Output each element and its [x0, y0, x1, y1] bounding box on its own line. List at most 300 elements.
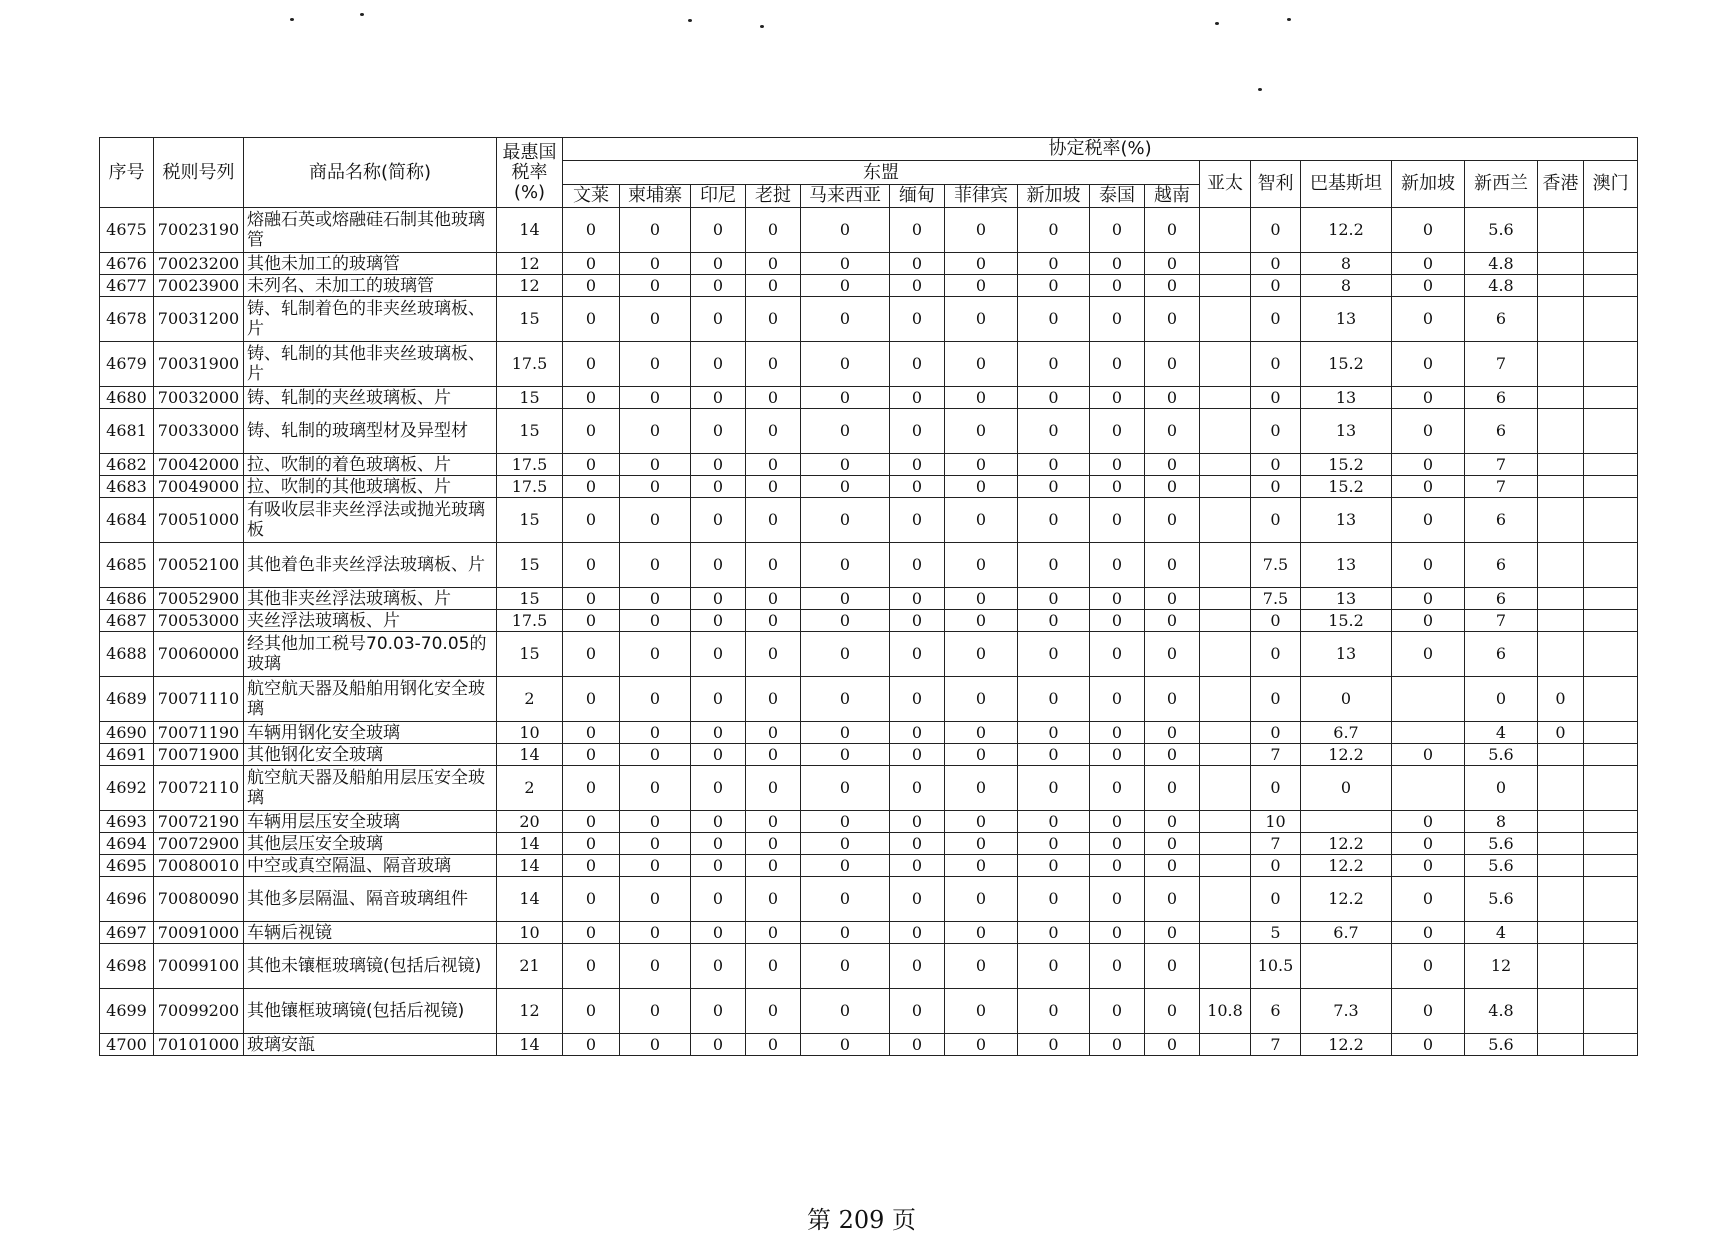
cell-asean-rate: 0 [1090, 922, 1145, 944]
cell-pakistan: 15.2 [1301, 454, 1392, 476]
table-row [100, 632, 1638, 677]
cell-asean-rate: 0 [1145, 297, 1200, 342]
header-new-zealand: 新西兰 [1465, 161, 1538, 208]
cell-asean-rate: 0 [801, 877, 890, 922]
cell-asean-rate: 0 [620, 409, 691, 454]
cell-hong-kong [1538, 387, 1584, 409]
cell-pakistan [1301, 811, 1392, 833]
cell-asean-rate: 0 [945, 632, 1018, 677]
cell-new-zealand: 12 [1465, 944, 1538, 989]
cell-asean-rate: 0 [620, 922, 691, 944]
cell-pakistan: 13 [1301, 632, 1392, 677]
cell-mfn: 17.5 [497, 476, 563, 498]
cell-singapore: 0 [1392, 387, 1465, 409]
cell-asean-rate: 0 [801, 811, 890, 833]
cell-singapore: 0 [1392, 498, 1465, 543]
cell-chile: 0 [1251, 498, 1301, 543]
cell-asean-rate: 0 [1018, 1034, 1090, 1056]
cell-asean-rate: 0 [801, 922, 890, 944]
cell-code: 70051000 [154, 498, 244, 543]
cell-mfn: 14 [497, 877, 563, 922]
table-row [100, 722, 1638, 744]
cell-asean-rate: 0 [563, 454, 620, 476]
scan-speck [1258, 88, 1262, 91]
cell-asean-rate: 0 [1090, 543, 1145, 588]
table-row [100, 944, 1638, 989]
cell-seq: 4677 [100, 275, 154, 297]
cell-asean-rate: 0 [890, 855, 945, 877]
cell-asean-rate: 0 [801, 409, 890, 454]
cell-asean-rate: 0 [691, 543, 746, 588]
cell-chile: 10 [1251, 811, 1301, 833]
cell-asean-rate: 0 [620, 498, 691, 543]
cell-new-zealand: 5.6 [1465, 208, 1538, 253]
cell-asean-rate: 0 [801, 1034, 890, 1056]
cell-asean-rate: 0 [945, 766, 1018, 811]
cell-asean-rate: 0 [691, 588, 746, 610]
cell-apta [1200, 498, 1251, 543]
cell-name: 其他层压安全玻璃 [244, 833, 497, 855]
table-row [100, 877, 1638, 922]
cell-macao [1584, 610, 1638, 632]
cell-asean-rate: 0 [746, 498, 801, 543]
cell-asean-rate: 0 [620, 855, 691, 877]
cell-pakistan: 12.2 [1301, 208, 1392, 253]
cell-asean-rate: 0 [1090, 811, 1145, 833]
cell-chile: 0 [1251, 253, 1301, 275]
table-row [100, 610, 1638, 632]
cell-asean-rate: 0 [563, 677, 620, 722]
cell-asean-rate: 0 [563, 744, 620, 766]
cell-asean-rate: 0 [620, 833, 691, 855]
cell-asean-rate: 0 [746, 297, 801, 342]
cell-asean-rate: 0 [1145, 208, 1200, 253]
cell-asean-rate: 0 [890, 275, 945, 297]
cell-macao [1584, 877, 1638, 922]
cell-asean-rate: 0 [563, 409, 620, 454]
cell-asean-rate: 0 [691, 454, 746, 476]
header-singapore: 新加坡 [1392, 161, 1465, 208]
cell-asean-rate: 0 [945, 476, 1018, 498]
table-row [100, 208, 1638, 253]
cell-asean-rate: 0 [746, 922, 801, 944]
table-row [100, 342, 1638, 387]
cell-singapore: 0 [1392, 877, 1465, 922]
cell-name: 拉、吹制的其他玻璃板、片 [244, 476, 497, 498]
cell-macao [1584, 922, 1638, 944]
table-row [100, 1034, 1638, 1056]
cell-hong-kong [1538, 409, 1584, 454]
cell-singapore: 0 [1392, 409, 1465, 454]
cell-hong-kong [1538, 855, 1584, 877]
table-row [100, 855, 1638, 877]
cell-code: 70023190 [154, 208, 244, 253]
cell-asean-rate: 0 [1090, 498, 1145, 543]
cell-asean-rate: 0 [1090, 944, 1145, 989]
cell-asean-rate: 0 [563, 855, 620, 877]
cell-asean-rate: 0 [1145, 944, 1200, 989]
cell-asean-rate: 0 [945, 944, 1018, 989]
cell-asean-rate: 0 [945, 275, 1018, 297]
cell-asean-rate: 0 [1145, 811, 1200, 833]
cell-hong-kong [1538, 275, 1584, 297]
header-name: 商品名称(简称) [244, 138, 497, 208]
cell-new-zealand: 4 [1465, 722, 1538, 744]
cell-macao [1584, 208, 1638, 253]
cell-apta [1200, 677, 1251, 722]
cell-asean-rate: 0 [620, 342, 691, 387]
cell-asean-rate: 0 [1018, 677, 1090, 722]
cell-seq: 4694 [100, 833, 154, 855]
header-pakistan: 巴基斯坦 [1301, 161, 1392, 208]
cell-asean-rate: 0 [563, 1034, 620, 1056]
cell-mfn: 14 [497, 744, 563, 766]
cell-asean-rate: 0 [691, 922, 746, 944]
cell-asean-rate: 0 [801, 253, 890, 275]
cell-asean-rate: 0 [1090, 722, 1145, 744]
cell-asean-rate: 0 [945, 722, 1018, 744]
scan-speck [760, 25, 764, 28]
cell-mfn: 10 [497, 722, 563, 744]
cell-hong-kong [1538, 922, 1584, 944]
cell-singapore: 0 [1392, 588, 1465, 610]
cell-asean-rate: 0 [746, 989, 801, 1034]
cell-asean-rate: 0 [691, 632, 746, 677]
cell-mfn: 15 [497, 498, 563, 543]
table-row [100, 588, 1638, 610]
table-row [100, 476, 1638, 498]
cell-mfn: 10 [497, 922, 563, 944]
cell-chile: 0 [1251, 610, 1301, 632]
cell-asean-rate: 0 [1018, 387, 1090, 409]
cell-asean-rate: 0 [1018, 342, 1090, 387]
cell-apta [1200, 454, 1251, 476]
cell-singapore: 0 [1392, 342, 1465, 387]
cell-hong-kong [1538, 342, 1584, 387]
cell-asean-rate: 0 [1145, 989, 1200, 1034]
cell-name: 拉、吹制的着色玻璃板、片 [244, 454, 497, 476]
cell-asean-rate: 0 [1090, 454, 1145, 476]
cell-code: 70071900 [154, 744, 244, 766]
cell-pakistan: 0 [1301, 677, 1392, 722]
cell-singapore: 0 [1392, 922, 1465, 944]
cell-chile: 0 [1251, 632, 1301, 677]
cell-macao [1584, 677, 1638, 722]
cell-asean-rate: 0 [620, 208, 691, 253]
cell-mfn: 12 [497, 989, 563, 1034]
cell-asean-rate: 0 [1145, 744, 1200, 766]
cell-new-zealand: 5.6 [1465, 833, 1538, 855]
cell-new-zealand: 5.6 [1465, 744, 1538, 766]
cell-asean-rate: 0 [1018, 944, 1090, 989]
header-hong-kong: 香港 [1538, 161, 1584, 208]
cell-seq: 4683 [100, 476, 154, 498]
cell-asean-rate: 0 [945, 811, 1018, 833]
cell-asean-rate: 0 [945, 297, 1018, 342]
cell-apta [1200, 297, 1251, 342]
cell-mfn: 12 [497, 275, 563, 297]
cell-mfn: 2 [497, 677, 563, 722]
cell-asean-rate: 0 [620, 989, 691, 1034]
cell-code: 70091000 [154, 922, 244, 944]
cell-macao [1584, 766, 1638, 811]
cell-asean-rate: 0 [691, 253, 746, 275]
table-row [100, 543, 1638, 588]
cell-asean-rate: 0 [890, 208, 945, 253]
cell-mfn: 15 [497, 632, 563, 677]
cell-macao [1584, 588, 1638, 610]
cell-asean-rate: 0 [746, 253, 801, 275]
cell-pakistan: 8 [1301, 275, 1392, 297]
cell-asean-rate: 0 [1018, 297, 1090, 342]
cell-new-zealand: 0 [1465, 677, 1538, 722]
cell-asean-rate: 0 [1145, 632, 1200, 677]
cell-seq: 4679 [100, 342, 154, 387]
cell-apta [1200, 944, 1251, 989]
cell-asean-rate: 0 [1090, 989, 1145, 1034]
table-row [100, 297, 1638, 342]
cell-pakistan: 8 [1301, 253, 1392, 275]
cell-asean-rate: 0 [801, 275, 890, 297]
table-row [100, 833, 1638, 855]
cell-asean-rate: 0 [890, 476, 945, 498]
cell-new-zealand: 7 [1465, 610, 1538, 632]
cell-asean-rate: 0 [1145, 409, 1200, 454]
cell-asean-rate: 0 [691, 811, 746, 833]
cell-seq: 4688 [100, 632, 154, 677]
cell-asean-rate: 0 [945, 253, 1018, 275]
cell-seq: 4676 [100, 253, 154, 275]
cell-code: 70080010 [154, 855, 244, 877]
cell-asean-rate: 0 [1090, 342, 1145, 387]
cell-macao [1584, 543, 1638, 588]
cell-asean-rate: 0 [563, 543, 620, 588]
cell-seq: 4682 [100, 454, 154, 476]
cell-asean-rate: 0 [746, 677, 801, 722]
scan-speck [1215, 22, 1219, 25]
cell-asean-rate: 0 [1090, 632, 1145, 677]
cell-asean-rate: 0 [945, 208, 1018, 253]
cell-chile: 0 [1251, 409, 1301, 454]
cell-chile: 0 [1251, 476, 1301, 498]
cell-apta [1200, 610, 1251, 632]
cell-asean-rate: 0 [746, 476, 801, 498]
cell-asean-rate: 0 [945, 855, 1018, 877]
cell-hong-kong [1538, 632, 1584, 677]
cell-asean-rate: 0 [890, 1034, 945, 1056]
cell-seq: 4681 [100, 409, 154, 454]
cell-chile: 0 [1251, 275, 1301, 297]
cell-asean-rate: 0 [746, 877, 801, 922]
cell-asean-rate: 0 [801, 610, 890, 632]
cell-chile: 10.5 [1251, 944, 1301, 989]
cell-asean-rate: 0 [1145, 498, 1200, 543]
cell-macao [1584, 342, 1638, 387]
cell-asean-rate: 0 [746, 944, 801, 989]
cell-code: 70099100 [154, 944, 244, 989]
cell-asean-rate: 0 [1090, 677, 1145, 722]
cell-macao [1584, 275, 1638, 297]
cell-macao [1584, 944, 1638, 989]
cell-new-zealand: 5.6 [1465, 1034, 1538, 1056]
cell-asean-rate: 0 [746, 766, 801, 811]
cell-name: 其他未加工的玻璃管 [244, 253, 497, 275]
cell-apta [1200, 588, 1251, 610]
cell-asean-rate: 0 [691, 766, 746, 811]
cell-asean-rate: 0 [890, 944, 945, 989]
cell-chile: 0 [1251, 297, 1301, 342]
table-header [100, 138, 1638, 208]
cell-asean-rate: 0 [1018, 253, 1090, 275]
cell-seq: 4692 [100, 766, 154, 811]
cell-mfn: 21 [497, 944, 563, 989]
cell-asean-rate: 0 [1018, 610, 1090, 632]
cell-name: 铸、轧制的其他非夹丝玻璃板、片 [244, 342, 497, 387]
cell-asean-rate: 0 [746, 811, 801, 833]
cell-asean-rate: 0 [890, 342, 945, 387]
cell-mfn: 15 [497, 588, 563, 610]
cell-pakistan: 0 [1301, 766, 1392, 811]
cell-pakistan: 13 [1301, 409, 1392, 454]
scan-speck [360, 13, 364, 16]
cell-asean-rate: 0 [1145, 476, 1200, 498]
table-row [100, 387, 1638, 409]
header-mfn: 最惠国税率(%) [497, 138, 563, 208]
cell-seq: 4690 [100, 722, 154, 744]
cell-mfn: 17.5 [497, 454, 563, 476]
scan-speck [290, 18, 294, 21]
cell-hong-kong [1538, 476, 1584, 498]
cell-asean-rate: 0 [945, 588, 1018, 610]
cell-code: 70023200 [154, 253, 244, 275]
cell-seq: 4693 [100, 811, 154, 833]
cell-new-zealand: 6 [1465, 543, 1538, 588]
cell-singapore [1392, 766, 1465, 811]
cell-pakistan: 12.2 [1301, 855, 1392, 877]
cell-asean-rate: 0 [1090, 744, 1145, 766]
cell-asean-rate: 0 [801, 632, 890, 677]
header-thailand: 泰国 [1090, 185, 1145, 208]
cell-asean-rate: 0 [890, 297, 945, 342]
cell-asean-rate: 0 [890, 543, 945, 588]
cell-seq: 4686 [100, 588, 154, 610]
cell-asean-rate: 0 [890, 588, 945, 610]
cell-new-zealand: 4.8 [1465, 275, 1538, 297]
cell-singapore: 0 [1392, 543, 1465, 588]
cell-singapore: 0 [1392, 989, 1465, 1034]
cell-macao [1584, 498, 1638, 543]
cell-asean-rate: 0 [563, 387, 620, 409]
cell-asean-rate: 0 [1018, 766, 1090, 811]
cell-chile: 0 [1251, 454, 1301, 476]
cell-asean-rate: 0 [801, 766, 890, 811]
cell-asean-rate: 0 [563, 989, 620, 1034]
cell-asean-rate: 0 [945, 989, 1018, 1034]
table-row [100, 744, 1638, 766]
cell-asean-rate: 0 [801, 342, 890, 387]
cell-new-zealand: 7 [1465, 454, 1538, 476]
cell-code: 70072110 [154, 766, 244, 811]
cell-asean-rate: 0 [801, 387, 890, 409]
cell-asean-rate: 0 [620, 610, 691, 632]
cell-asean-rate: 0 [890, 253, 945, 275]
cell-mfn: 15 [497, 409, 563, 454]
cell-hong-kong [1538, 543, 1584, 588]
cell-asean-rate: 0 [691, 744, 746, 766]
cell-asean-rate: 0 [563, 275, 620, 297]
cell-singapore: 0 [1392, 944, 1465, 989]
cell-asean-rate: 0 [945, 833, 1018, 855]
header-brunei: 文莱 [563, 185, 620, 208]
cell-asean-rate: 0 [691, 387, 746, 409]
cell-asean-rate: 0 [620, 297, 691, 342]
cell-asean-rate: 0 [890, 632, 945, 677]
cell-hong-kong [1538, 833, 1584, 855]
cell-mfn: 17.5 [497, 610, 563, 632]
cell-code: 70071190 [154, 722, 244, 744]
cell-name: 其他未镶框玻璃镜(包括后视镜) [244, 944, 497, 989]
cell-new-zealand: 0 [1465, 766, 1538, 811]
cell-asean-rate: 0 [746, 1034, 801, 1056]
cell-name: 其他钢化安全玻璃 [244, 744, 497, 766]
cell-pakistan: 15.2 [1301, 610, 1392, 632]
cell-asean-rate: 0 [890, 498, 945, 543]
cell-macao [1584, 632, 1638, 677]
cell-new-zealand: 5.6 [1465, 877, 1538, 922]
cell-singapore [1392, 722, 1465, 744]
cell-code: 70049000 [154, 476, 244, 498]
cell-name: 其他镶框玻璃镜(包括后视镜) [244, 989, 497, 1034]
cell-asean-rate: 0 [1090, 766, 1145, 811]
cell-asean-rate: 0 [801, 944, 890, 989]
cell-asean-rate: 0 [1145, 855, 1200, 877]
cell-asean-rate: 0 [746, 454, 801, 476]
cell-macao [1584, 297, 1638, 342]
cell-asean-rate: 0 [1145, 387, 1200, 409]
cell-hong-kong [1538, 208, 1584, 253]
cell-name: 未列名、未加工的玻璃管 [244, 275, 497, 297]
cell-apta [1200, 1034, 1251, 1056]
cell-asean-rate: 0 [1018, 275, 1090, 297]
cell-asean-rate: 0 [620, 944, 691, 989]
cell-chile: 7 [1251, 1034, 1301, 1056]
cell-asean-rate: 0 [746, 722, 801, 744]
cell-seq: 4687 [100, 610, 154, 632]
cell-singapore: 0 [1392, 632, 1465, 677]
cell-asean-rate: 0 [945, 387, 1018, 409]
cell-apta: 10.8 [1200, 989, 1251, 1034]
cell-hong-kong [1538, 944, 1584, 989]
cell-name: 航空航天器及船舶用层压安全玻璃 [244, 766, 497, 811]
cell-seq: 4678 [100, 297, 154, 342]
cell-asean-rate: 0 [1018, 632, 1090, 677]
cell-asean-rate: 0 [1145, 454, 1200, 476]
cell-asean-rate: 0 [1090, 208, 1145, 253]
cell-name: 玻璃安瓿 [244, 1034, 497, 1056]
cell-macao [1584, 409, 1638, 454]
cell-apta [1200, 409, 1251, 454]
cell-name: 其他多层隔温、隔音玻璃组件 [244, 877, 497, 922]
cell-seq: 4675 [100, 208, 154, 253]
cell-seq: 4697 [100, 922, 154, 944]
cell-asean-rate: 0 [945, 677, 1018, 722]
cell-apta [1200, 476, 1251, 498]
cell-new-zealand: 4.8 [1465, 253, 1538, 275]
cell-asean-rate: 0 [620, 677, 691, 722]
cell-mfn: 14 [497, 833, 563, 855]
cell-asean-rate: 0 [1145, 922, 1200, 944]
cell-macao [1584, 476, 1638, 498]
